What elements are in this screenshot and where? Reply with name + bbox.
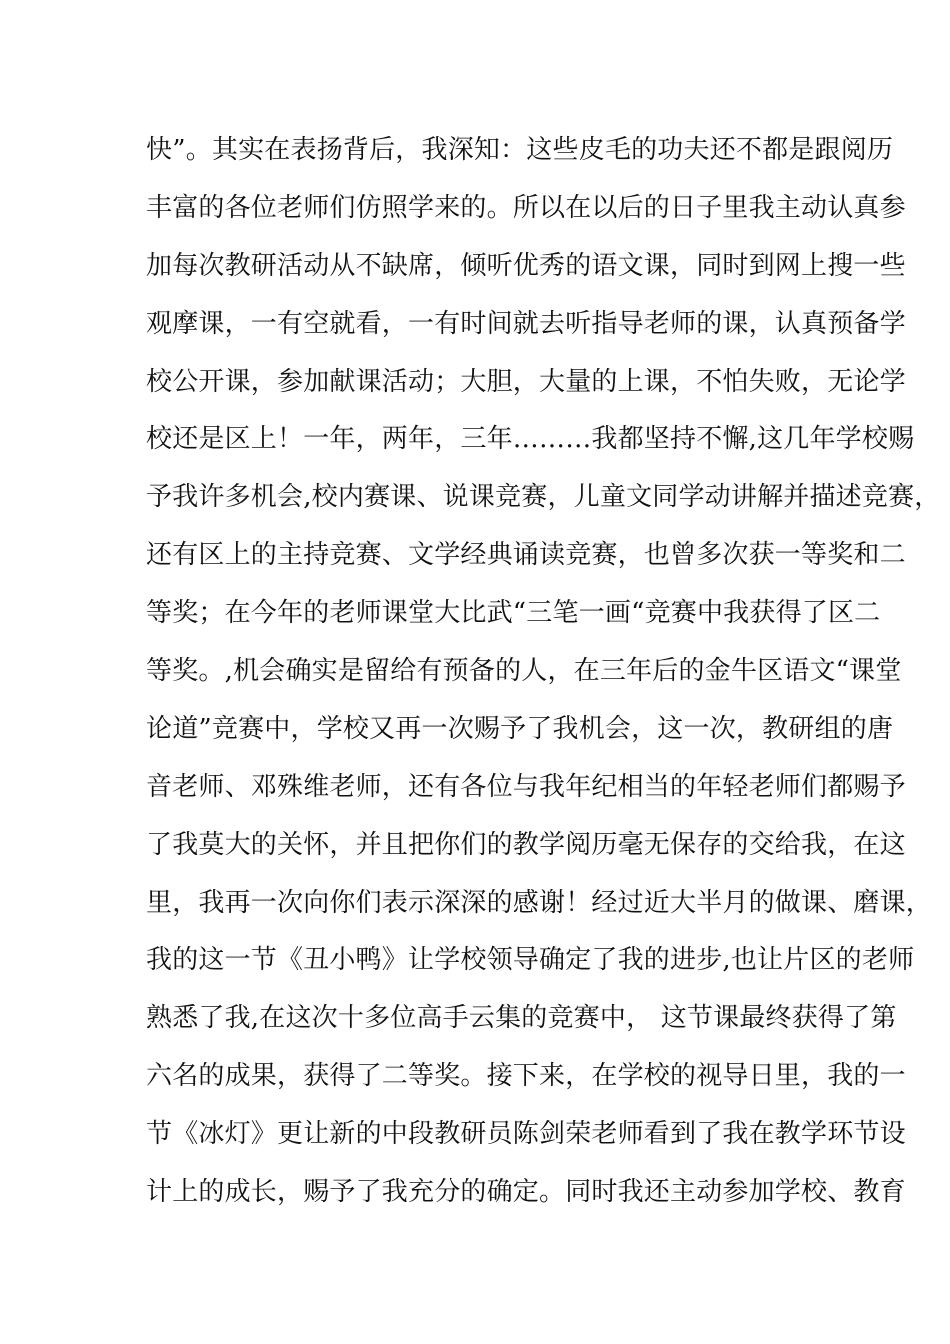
body-text: [146, 128, 941, 1228]
text-line: 计上的成长，赐予了我充分的确定。同时我还主动参加学校、教育: [146, 1177, 906, 1208]
text-line: 节《冰灯》更让新的中段教研员陈剑荣老师看到了我在教学环节设: [146, 1119, 906, 1150]
text-line: 六名的成果，获得了二等奖。接下来，在学校的视导日里，我的一: [146, 1061, 906, 1092]
text-line: 等奖。,机会确实是留给有预备的人，在三年后的金牛区语文“课堂: [146, 656, 902, 687]
text-line: 校还是区上！一年，两年，三年………我都坚持不懈,这几年学校赐: [146, 424, 915, 455]
text-line: 校公开课，参加献课活动；大胆，大量的上课，不怕失败，无论学: [146, 366, 906, 397]
text-line: 了我莫大的关怀，并且把你们的教学阅历毫无保存的交给我，在这: [146, 829, 906, 860]
text-line: 论道”竞赛中，学校又再一次赐予了我机会，这一次，教研组的唐: [146, 713, 894, 744]
text-line: 熟悉了我,在这次十多位高手云集的竞赛中， 这节课最终获得了第: [146, 1003, 897, 1034]
text-line: 还有区上的主持竞赛、文学经典诵读竞赛，也曾多次获一等奖和二: [146, 540, 906, 571]
text-line: 丰富的各位老师们仿照学来的。所以在以后的日子里我主动认真参: [146, 192, 906, 223]
text-line: 观摩课，一有空就看，一有时间就去听指导老师的课，认真预备学: [146, 308, 906, 339]
text-line: 我的这一节《丑小鸭》让学校领导确定了我的进步,也让片区的老师: [146, 945, 915, 976]
text-line: 音老师、邓殊维老师，还有各位与我年纪相当的年轻老师们都赐予: [146, 771, 906, 802]
text-line: 快”。其实在表扬背后，我深知：这些皮毛的功夫还不都是跟阅历: [146, 135, 894, 165]
text-line: 加每次教研活动从不缺席，倾听优秀的语文课，同时到网上搜一些: [146, 250, 906, 281]
text-line: 等奖；在今年的老师课堂大比武“三笔一画“竞赛中我获得了区二: [146, 598, 881, 629]
text-line: 予我许多机会,校内赛课、说课竞赛，儿童文同学动讲解并描述竞赛，: [146, 482, 941, 513]
text-line: 里，我再一次向你们表示深深的感谢！经过近大半月的做课、磨课，: [146, 887, 933, 918]
